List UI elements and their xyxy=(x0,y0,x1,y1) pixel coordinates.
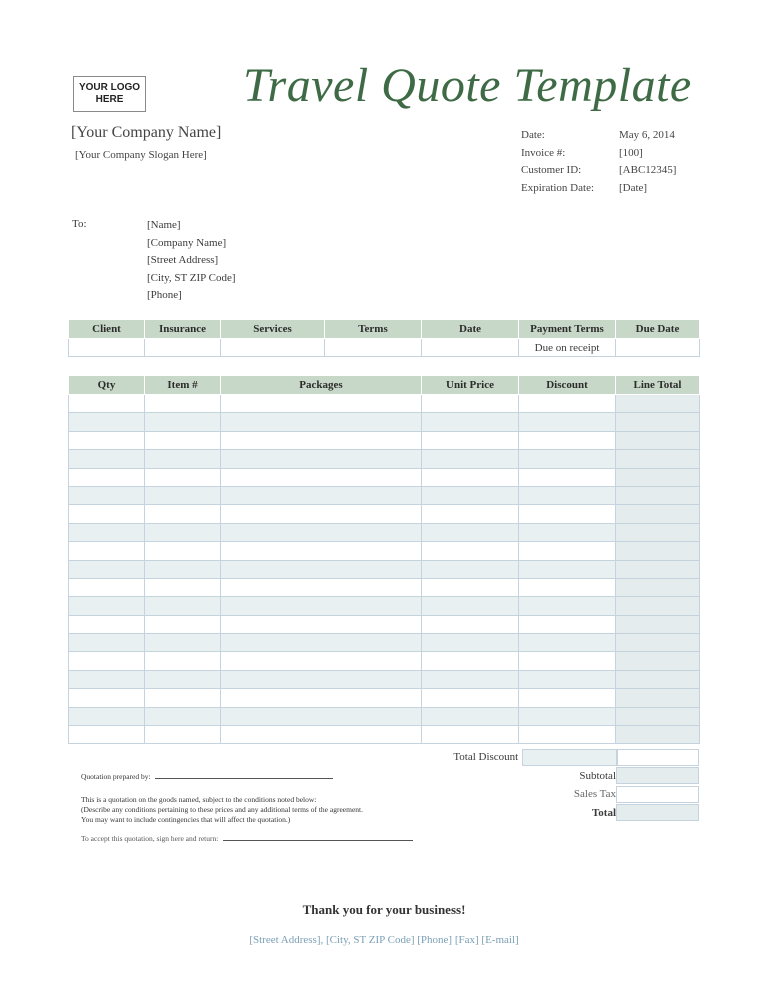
header-due-date: Due Date xyxy=(616,320,700,339)
item-number-cell[interactable] xyxy=(145,634,221,652)
info-header-row xyxy=(69,320,700,339)
conditions-text xyxy=(81,795,363,825)
header-client: Client xyxy=(69,320,145,339)
line-total-cell[interactable] xyxy=(616,652,700,670)
item-row xyxy=(69,689,700,707)
packages-cell[interactable] xyxy=(221,505,422,523)
info-table xyxy=(68,319,700,357)
unit-price-cell[interactable] xyxy=(422,634,519,652)
discount-cell[interactable] xyxy=(519,450,616,468)
item-number-cell[interactable] xyxy=(145,615,221,633)
meta-row-invoice xyxy=(521,147,676,165)
item-row xyxy=(69,542,700,560)
discount-cell[interactable] xyxy=(519,523,616,541)
item-row xyxy=(69,431,700,449)
item-row xyxy=(69,707,700,725)
unit-price-cell[interactable] xyxy=(422,689,519,707)
item-row xyxy=(69,486,700,504)
info-row xyxy=(69,339,700,357)
packages-cell[interactable] xyxy=(221,634,422,652)
item-number-cell[interactable] xyxy=(145,395,221,413)
line-total-cell[interactable] xyxy=(616,560,700,578)
terms-cell[interactable] xyxy=(325,339,422,357)
sales-tax-field[interactable] xyxy=(616,786,699,803)
item-number-cell[interactable] xyxy=(145,450,221,468)
line-total-cell[interactable] xyxy=(616,689,700,707)
qty-cell[interactable] xyxy=(69,652,145,670)
unit-price-cell[interactable] xyxy=(422,578,519,596)
unit-price-cell[interactable] xyxy=(422,486,519,504)
item-number-cell[interactable] xyxy=(145,505,221,523)
discount-cell[interactable] xyxy=(519,468,616,486)
qty-cell[interactable] xyxy=(69,486,145,504)
packages-cell[interactable] xyxy=(221,450,422,468)
qty-cell[interactable] xyxy=(69,670,145,688)
packages-cell[interactable] xyxy=(221,578,422,596)
line-total-cell[interactable] xyxy=(616,450,700,468)
unit-price-cell[interactable] xyxy=(422,450,519,468)
item-row xyxy=(69,578,700,596)
prepared-by-label: Quotation prepared by: xyxy=(81,772,151,781)
header-qty: Qty xyxy=(69,376,145,395)
date-cell[interactable] xyxy=(422,339,519,357)
line-total-cell[interactable] xyxy=(616,707,700,725)
line-total-cell[interactable] xyxy=(616,578,700,596)
qty-cell[interactable] xyxy=(69,634,145,652)
header-discount: Discount xyxy=(519,376,616,395)
subtotal-row xyxy=(415,767,699,786)
packages-cell[interactable] xyxy=(221,726,422,744)
to-label: To: xyxy=(72,218,87,230)
item-row xyxy=(69,726,700,744)
meta-row-customer-id xyxy=(521,164,676,182)
item-row xyxy=(69,395,700,413)
packages-cell[interactable] xyxy=(221,670,422,688)
unit-price-cell[interactable] xyxy=(422,726,519,744)
line-total-cell[interactable] xyxy=(616,468,700,486)
meta-label: Date: xyxy=(521,129,545,141)
packages-cell[interactable] xyxy=(221,486,422,504)
line-total-cell[interactable] xyxy=(616,505,700,523)
recipient-phone: [Phone] xyxy=(147,289,182,301)
discount-cell[interactable] xyxy=(519,542,616,560)
item-row xyxy=(69,413,700,431)
item-number-cell[interactable] xyxy=(145,689,221,707)
line-total-cell[interactable] xyxy=(616,486,700,504)
discount-cell[interactable] xyxy=(519,670,616,688)
items-table xyxy=(68,375,700,744)
qty-cell[interactable] xyxy=(69,431,145,449)
total-discount-label: Total Discount xyxy=(453,751,519,764)
insurance-cell[interactable] xyxy=(145,339,221,357)
packages-cell[interactable] xyxy=(221,468,422,486)
line-total-cell[interactable] xyxy=(616,597,700,615)
item-row xyxy=(69,615,700,633)
discount-cell[interactable] xyxy=(519,652,616,670)
sales-tax-label: Sales Tax xyxy=(573,788,616,801)
unit-price-cell[interactable] xyxy=(422,431,519,449)
document-title: Travel Quote Template xyxy=(243,59,692,112)
item-number-cell[interactable] xyxy=(145,431,221,449)
line-total-cell[interactable] xyxy=(616,615,700,633)
meta-label: Customer ID: xyxy=(521,164,582,176)
item-number-cell[interactable] xyxy=(145,560,221,578)
discount-cell[interactable] xyxy=(519,707,616,725)
conditions-line-2: (Describe any conditions pertaining to these prices and any additional terms of the agreement. xyxy=(81,805,363,814)
packages-cell[interactable] xyxy=(221,395,422,413)
total-discount-row xyxy=(415,748,699,767)
item-row xyxy=(69,652,700,670)
subtotal-label: Subtotal xyxy=(579,769,616,782)
unit-price-cell[interactable] xyxy=(422,523,519,541)
unit-price-cell[interactable] xyxy=(422,542,519,560)
unit-price-cell[interactable] xyxy=(422,505,519,523)
header-line-total: Line Total xyxy=(616,376,700,395)
discount-cell[interactable] xyxy=(519,431,616,449)
qty-cell[interactable] xyxy=(69,689,145,707)
discount-cell[interactable] xyxy=(519,726,616,744)
line-total-cell[interactable] xyxy=(616,431,700,449)
qty-cell[interactable] xyxy=(69,450,145,468)
line-total-cell[interactable] xyxy=(616,395,700,413)
item-row xyxy=(69,670,700,688)
unit-price-cell[interactable] xyxy=(422,560,519,578)
meta-value: [ABC12345] xyxy=(619,164,677,176)
prepared-by-line xyxy=(81,772,361,782)
recipient-address xyxy=(147,217,236,305)
unit-price-cell[interactable] xyxy=(422,615,519,633)
recipient-city: [City, ST ZIP Code] xyxy=(147,271,236,284)
line-total-cell[interactable] xyxy=(616,670,700,688)
item-number-cell[interactable] xyxy=(145,652,221,670)
item-number-cell[interactable] xyxy=(145,486,221,504)
line-total-cell[interactable] xyxy=(616,413,700,431)
accept-line xyxy=(81,834,451,844)
header-date: Date xyxy=(422,320,519,339)
company-slogan: [Your Company Slogan Here] xyxy=(75,149,207,161)
meta-value: May 6, 2014 xyxy=(619,129,675,141)
total-discount-field[interactable] xyxy=(522,749,616,766)
accept-label: To accept this quotation, sign here and return: xyxy=(81,834,219,843)
header-services: Services xyxy=(221,320,325,339)
qty-cell[interactable] xyxy=(69,505,145,523)
packages-cell[interactable] xyxy=(221,542,422,560)
total-label: Total xyxy=(591,806,616,819)
company-name: [Your Company Name] xyxy=(71,124,222,141)
total-field[interactable] xyxy=(616,804,699,821)
unit-price-cell[interactable] xyxy=(422,652,519,670)
services-cell[interactable] xyxy=(221,339,325,357)
item-number-cell[interactable] xyxy=(145,670,221,688)
qty-cell[interactable] xyxy=(69,523,145,541)
item-number-cell[interactable] xyxy=(145,726,221,744)
qty-cell[interactable] xyxy=(69,413,145,431)
packages-cell[interactable] xyxy=(221,652,422,670)
header-terms: Terms xyxy=(325,320,422,339)
unit-price-cell[interactable] xyxy=(422,707,519,725)
prepared-by-signature-line[interactable] xyxy=(155,778,333,779)
discount-cell[interactable] xyxy=(519,395,616,413)
packages-cell[interactable] xyxy=(221,597,422,615)
item-row xyxy=(69,523,700,541)
packages-cell[interactable] xyxy=(221,560,422,578)
items-header-row xyxy=(69,376,700,395)
item-row xyxy=(69,597,700,615)
packages-cell[interactable] xyxy=(221,707,422,725)
item-row xyxy=(69,560,700,578)
item-number-cell[interactable] xyxy=(145,707,221,725)
logo-line-2: HERE xyxy=(95,94,124,105)
packages-cell[interactable] xyxy=(221,615,422,633)
due-date-cell[interactable] xyxy=(616,339,700,357)
header-payment-terms: Payment Terms xyxy=(519,320,616,339)
discount-cell[interactable] xyxy=(519,615,616,633)
item-number-cell[interactable] xyxy=(145,468,221,486)
items-body xyxy=(69,395,700,744)
discount-cell[interactable] xyxy=(519,560,616,578)
discount-cell[interactable] xyxy=(519,505,616,523)
qty-cell[interactable] xyxy=(69,597,145,615)
packages-cell[interactable] xyxy=(221,431,422,449)
unit-price-cell[interactable] xyxy=(422,395,519,413)
qty-cell[interactable] xyxy=(69,468,145,486)
header-packages: Packages xyxy=(221,376,422,395)
line-total-cell[interactable] xyxy=(616,634,700,652)
line-total-cell[interactable] xyxy=(616,726,700,744)
discount-cell[interactable] xyxy=(519,486,616,504)
discount-cell[interactable] xyxy=(519,578,616,596)
header-unit-price: Unit Price xyxy=(422,376,519,395)
unit-price-cell[interactable] xyxy=(422,597,519,615)
line-total-cell[interactable] xyxy=(616,523,700,541)
discount-cell[interactable] xyxy=(519,634,616,652)
logo-placeholder xyxy=(73,76,146,112)
line-total-cell[interactable] xyxy=(616,542,700,560)
meta-row-expiration xyxy=(521,182,676,200)
logo-line-1: YOUR LOGO xyxy=(78,82,141,93)
discount-cell[interactable] xyxy=(519,689,616,707)
client-cell[interactable] xyxy=(69,339,145,357)
item-row xyxy=(69,505,700,523)
meta-row-date xyxy=(521,129,676,147)
accept-signature-line[interactable] xyxy=(223,840,413,841)
thank-you-message: Thank you for your business! xyxy=(302,902,466,917)
total-row xyxy=(415,804,699,823)
qty-cell[interactable] xyxy=(69,560,145,578)
item-number-cell[interactable] xyxy=(145,597,221,615)
invoice-meta xyxy=(521,129,676,199)
discount-cell[interactable] xyxy=(519,597,616,615)
qty-cell[interactable] xyxy=(69,726,145,744)
unit-price-cell[interactable] xyxy=(422,468,519,486)
meta-value: [Date] xyxy=(619,181,648,194)
qty-cell[interactable] xyxy=(69,542,145,560)
header-item-number: Item # xyxy=(145,376,221,395)
unit-price-cell[interactable] xyxy=(422,670,519,688)
item-number-cell[interactable] xyxy=(145,523,221,541)
item-row xyxy=(69,468,700,486)
meta-label: Expiration Date: xyxy=(521,181,595,194)
packages-cell[interactable] xyxy=(221,689,422,707)
item-number-cell[interactable] xyxy=(145,542,221,560)
sales-tax-row xyxy=(415,785,699,804)
item-number-cell[interactable] xyxy=(145,413,221,431)
footer-contact: [Street Address], [City, ST ZIP Code] [Phone] [Fax] [E-mail] xyxy=(249,934,519,946)
meta-label: Invoice #: xyxy=(521,146,566,159)
recipient-street: [Street Address] xyxy=(147,254,219,266)
packages-cell[interactable] xyxy=(221,413,422,431)
recipient-name: [Name] xyxy=(147,219,181,231)
qty-cell[interactable] xyxy=(69,615,145,633)
qty-cell[interactable] xyxy=(69,707,145,725)
qty-cell[interactable] xyxy=(69,578,145,596)
meta-value: [100] xyxy=(619,146,643,159)
conditions-line-3: You may want to include contingencies that will affect the quotation.) xyxy=(81,815,291,824)
item-row xyxy=(69,450,700,468)
packages-cell[interactable] xyxy=(221,523,422,541)
subtotal-field[interactable] xyxy=(616,767,699,784)
discount-cell[interactable] xyxy=(519,413,616,431)
conditions-line-1: This is a quotation on the goods named, subject to the conditions noted below: xyxy=(81,795,317,804)
total-discount-linetotal[interactable] xyxy=(617,749,699,766)
header-insurance: Insurance xyxy=(145,320,221,339)
item-row xyxy=(69,634,700,652)
totals-block xyxy=(415,748,699,822)
recipient-company: [Company Name] xyxy=(147,236,227,249)
unit-price-cell[interactable] xyxy=(422,413,519,431)
payment-terms-cell[interactable]: Due on receipt xyxy=(519,339,616,357)
item-number-cell[interactable] xyxy=(145,578,221,596)
qty-cell[interactable] xyxy=(69,395,145,413)
